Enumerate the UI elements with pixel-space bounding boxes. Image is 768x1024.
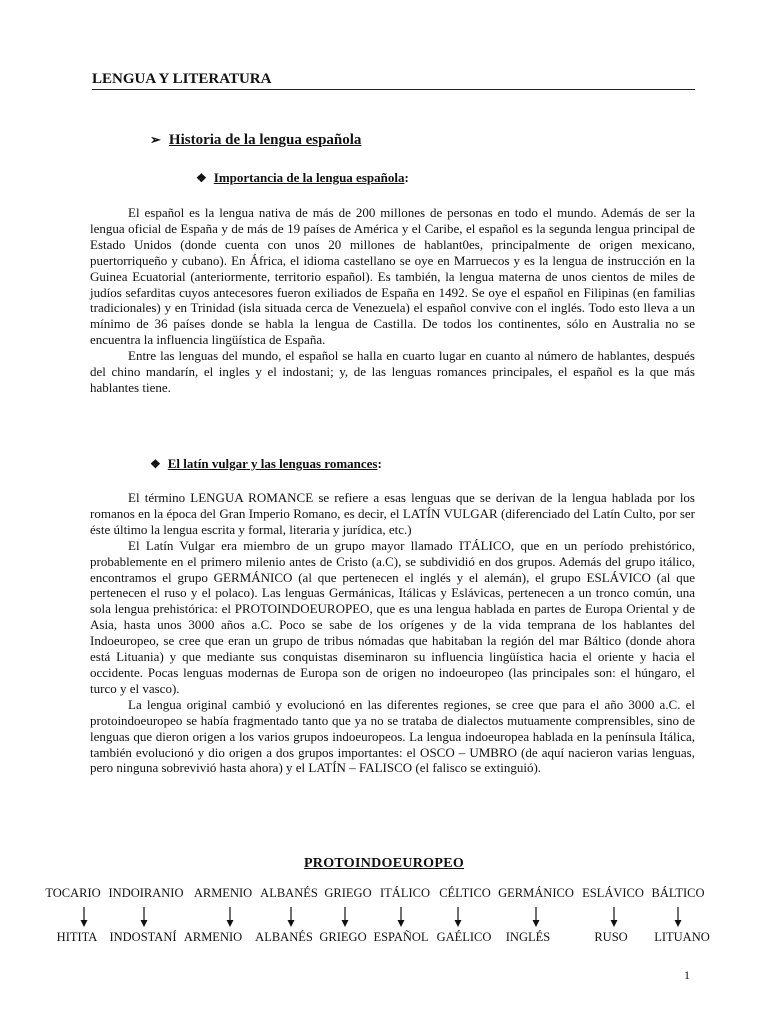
bottom-language: ARMENIO bbox=[183, 930, 243, 944]
paragraph: La lengua original cambió y evolucionó en las diferentes regiones, se cree que para el año 3000 a.C. el protoindoeuropeo se había fragmentado tanto que ya no se trataba de dialectos mutuamente comprensibles, sino de lenguas que dieron origen a los varios grupos indoeuropeos. La lengua indoeuropea hablada en la península Itálica, también evolucionó y dio origen a dos grupos importantes: el OSCO – UMBRO (de aquí nacieron varias lenguas, pero ninguna sobrevivió hasta ahora) y el LATÍN – FALISCO (el falisco se extinguió). bbox=[90, 696, 695, 776]
paragraph: El Latín Vulgar era miembro de un grupo mayor llamado ITÁLICO, que en un período prehistórico, probablemente en el primero milenio antes de Cristo (a.C), se subdividió en dos grupos. Además del grupo itálico, encontramos el grupo GERMÁNICO (al que pertenecen el inglés y el alemán), el grupo ESLÁVICO (al que pertenecen el ruso y el polaco). Las lenguas Germánicas, Itálicas y Eslávicas, pertenecen a un tronco común, una sola lengua prehistórica: el PROTOINDOEUROPEO, que es una lengua hablada en partes de Europa Oriental y de Asia, hasta unos 3000 años a.C. Poco se sabe de los orígenes y de la vida temprana de los hablantes del Indoeuropeo, se cree que eran un grupo de tribus nómadas que habitaban la región del mar Báltico (donde ahora está Lituania) y que mediante sus conquistas diseminaron su influencia lingüística hacia el oriente y hacia el occidente. Pocas lenguas modernas de Europa son de origen no indoeuropeo (las principales son: el húngaro, el turco y el vasco). bbox=[90, 537, 695, 696]
paragraph: Entre las lenguas del mundo, el español se halla en cuarto lugar en cuanto al número de hablantes, después del chino mandarín, el ingles y el indostani; y, de las lenguas romances principales, el español es la que más hablantes tiene. bbox=[90, 348, 695, 395]
down-arrow-icon bbox=[81, 920, 88, 927]
top-language: ALBANÉS bbox=[260, 886, 318, 900]
page-header: LENGUA Y LITERATURA bbox=[92, 70, 695, 90]
bottom-language: GRIEGO bbox=[319, 930, 367, 944]
diamond-bullet-icon: ❖ bbox=[150, 457, 161, 471]
bottom-language: RUSO bbox=[594, 930, 628, 944]
top-language: ESLÁVICO bbox=[582, 886, 644, 900]
top-language: BÁLTICO bbox=[651, 886, 705, 900]
bottom-language: HITITA bbox=[56, 930, 98, 944]
down-arrow-icon bbox=[675, 920, 682, 927]
subsection-suffix: : bbox=[404, 170, 409, 185]
down-arrow-icon bbox=[227, 920, 234, 927]
subsection-title: Importancia de la lengua española bbox=[213, 170, 405, 185]
bottom-language: ESPAÑOL bbox=[373, 930, 429, 944]
bottom-language: INGLÉS bbox=[505, 930, 551, 944]
top-language: GRIEGO bbox=[324, 886, 372, 900]
section-title-text: Historia de la lengua española bbox=[168, 132, 362, 148]
subsection-suffix: : bbox=[377, 456, 382, 471]
diagram-title: PROTOINDOEUROPEO bbox=[303, 856, 465, 871]
page-number: 1 bbox=[684, 968, 690, 982]
subsection-title: El latín vulgar y las lenguas romances bbox=[167, 456, 378, 471]
bottom-language: GAÉLICO bbox=[436, 930, 492, 944]
top-language: ARMENIO bbox=[193, 886, 253, 900]
down-arrow-icon bbox=[398, 920, 405, 927]
top-language: ITÁLICO bbox=[380, 886, 430, 900]
down-arrow-icon bbox=[288, 920, 295, 927]
bottom-language: INDOSTANÍ bbox=[109, 930, 177, 944]
arrow-bullet-icon: ➢ bbox=[150, 132, 161, 147]
top-language: TOCARIO bbox=[45, 886, 101, 900]
paragraph: El español es la lengua nativa de más de 200 millones de personas en todo el mundo. Además de ser la lengua oficial de España y de más de 19 países de América y el Caribe, el español es la segunda lengua principal de Estado Unidos (donde cuenta con unos 20 millones de hablant0es, principalmente de origen mexicano, puertorriqueño y cubano). En África, el idioma castellano se oye en Marruecos y es la lengua de instrucción en la Guinea Ecuatorial (anteriormente, territorio español). Es también, la lengua materna de unos cientos de miles de judíos sefarditas cuyos antecesores fueron exiliados de España en 1492. Se oye el español en Filipinas (en familias tradicionales) y en Trinidad (isla situada cerca de Venezuela) el español convive con el inglés. Todo esto lleva a un mínimo de 36 países donde se habla la lengua de Castilla. De todos los continentes, sólo en Australia no se encuentra la influencia lingüística de España. bbox=[90, 205, 695, 348]
top-language: INDOIRANIO bbox=[108, 886, 184, 900]
down-arrow-icon bbox=[611, 920, 618, 927]
down-arrow-icon bbox=[455, 920, 462, 927]
top-language: CÉLTICO bbox=[439, 886, 491, 900]
bottom-language: LITUANO bbox=[654, 930, 710, 944]
down-arrow-icon bbox=[141, 920, 148, 927]
top-language: GERMÁNICO bbox=[498, 886, 574, 900]
down-arrow-icon bbox=[533, 920, 540, 927]
bottom-language: ALBANÉS bbox=[255, 930, 313, 944]
paragraph: El término LENGUA ROMANCE se refiere a esas lenguas que se derivan de la lengua hablada por los romanos en la época del Gran Imperio Romano, es decir, el LATÍN VULGAR (diferenciado del Latín Culto, por ser éste último la lengua escrita y formal, literaria y jurídica, etc.) bbox=[90, 490, 695, 537]
diamond-bullet-icon: ❖ bbox=[196, 171, 207, 185]
down-arrow-icon bbox=[342, 920, 349, 927]
